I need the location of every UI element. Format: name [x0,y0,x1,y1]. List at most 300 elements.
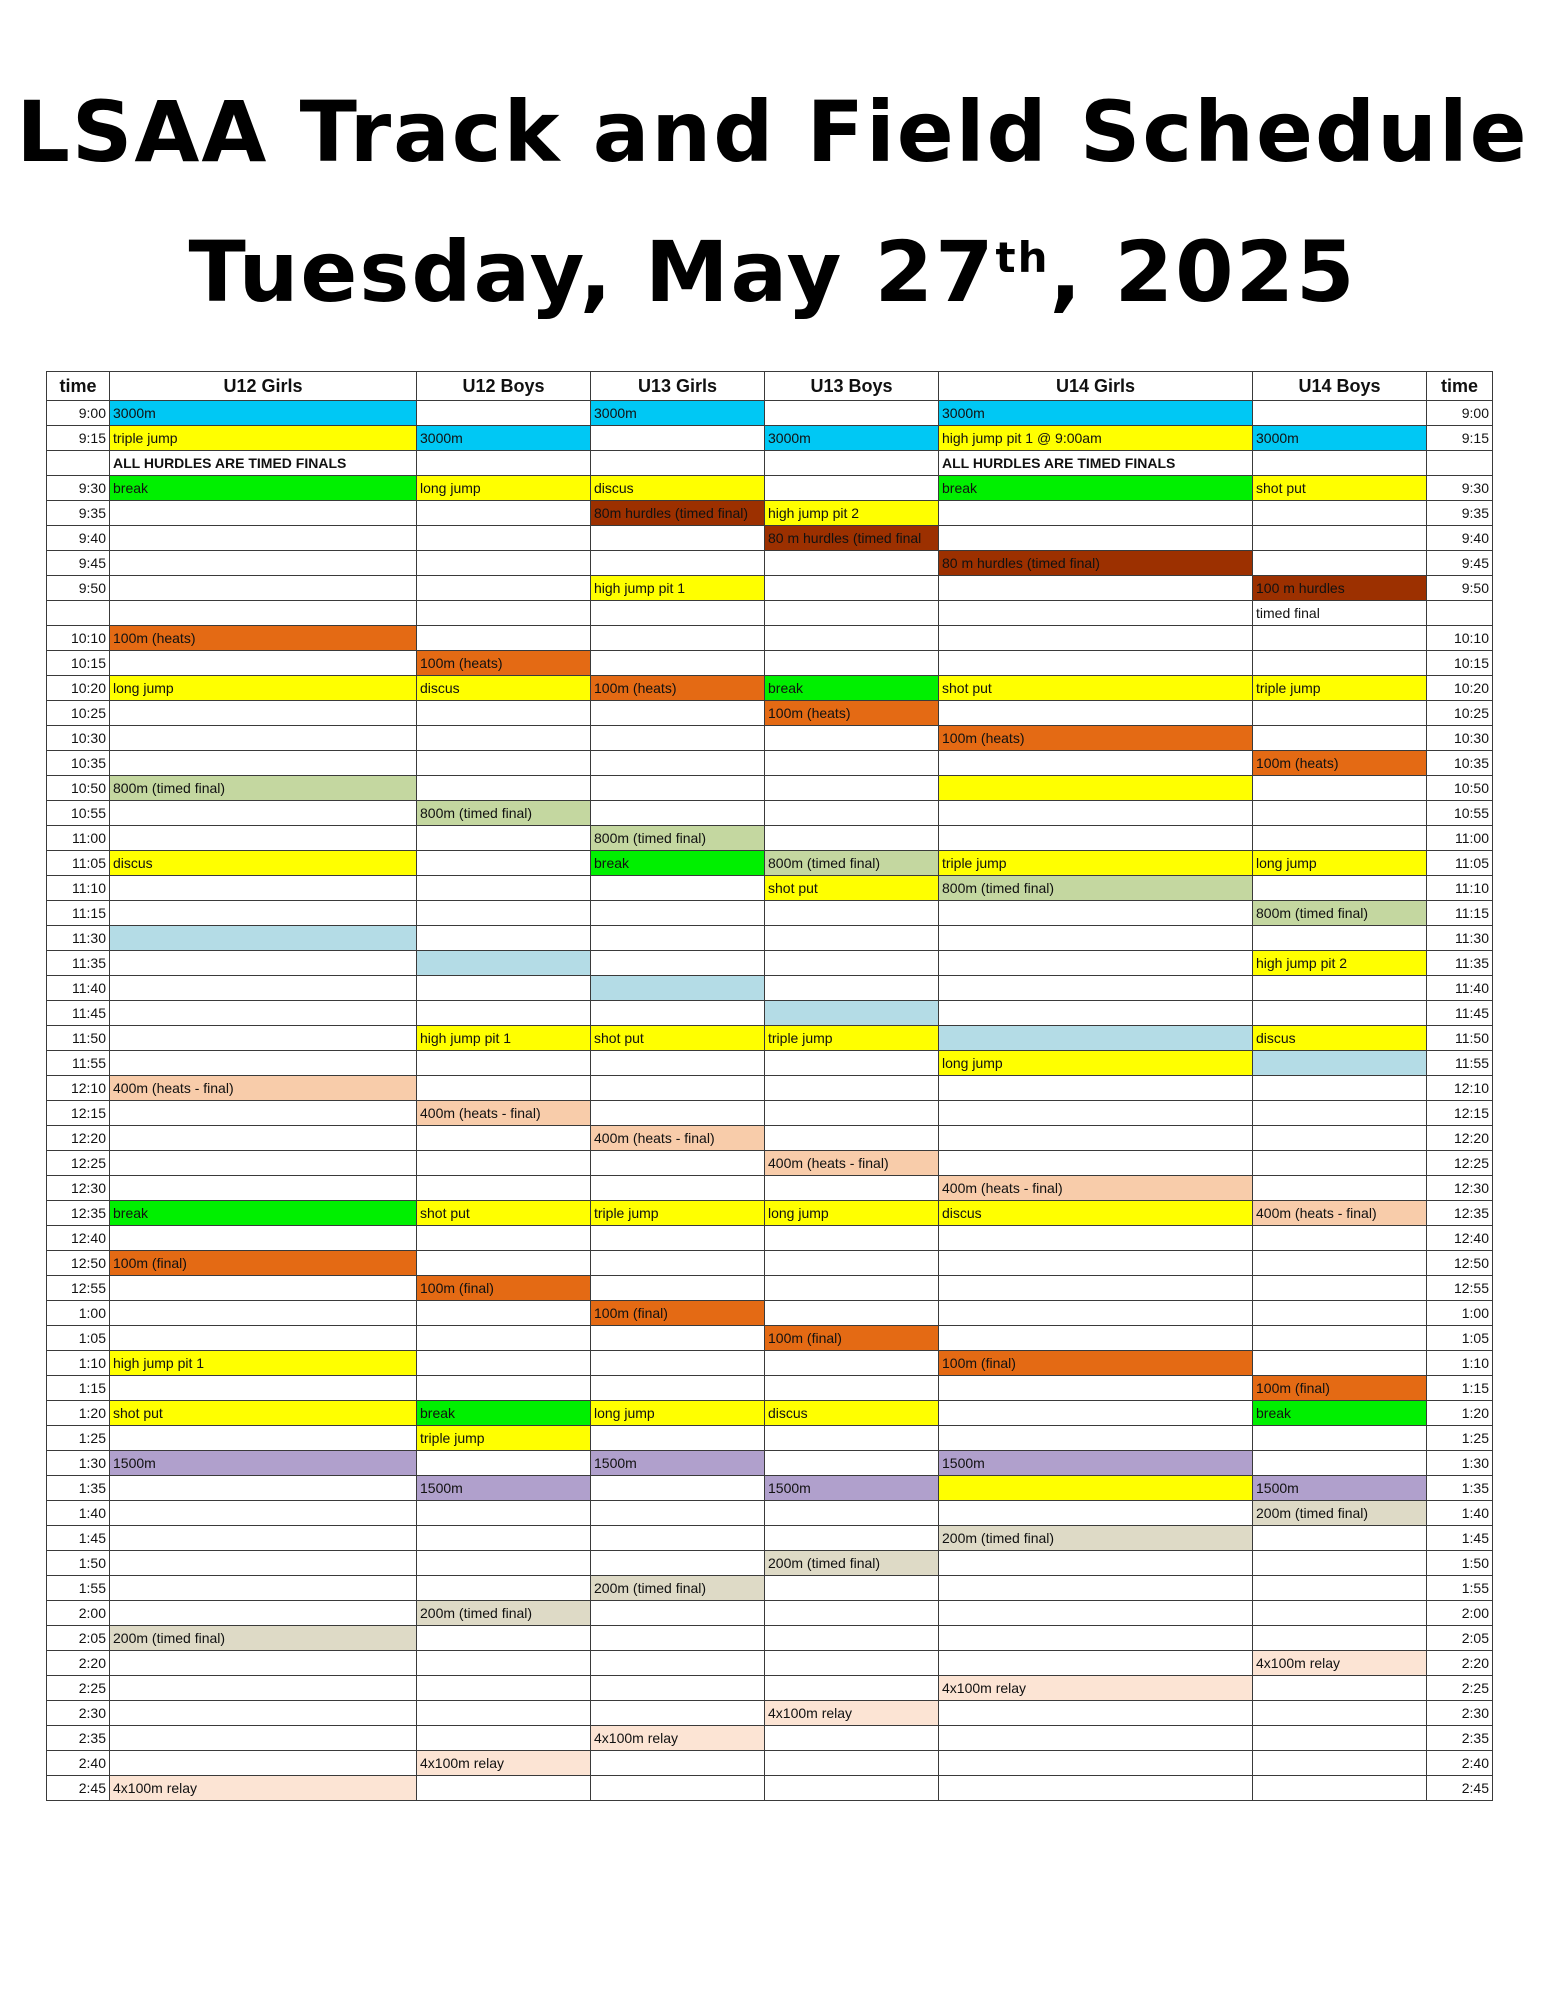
time-cell: 9:50 [47,576,110,601]
event-cell-u14-boys [1253,1251,1427,1276]
event-cell-u13-girls [591,1626,765,1651]
time-cell: 10:25 [47,701,110,726]
event-cell-u14-boys: triple jump [1253,676,1427,701]
time-cell: 2:40 [1427,1751,1493,1776]
event-cell-u14-girls: 3000m [939,401,1253,426]
event-cell-u13-girls [591,901,765,926]
event-cell-u14-boys [1253,626,1427,651]
event-cell-u14-boys: break [1253,1401,1427,1426]
event-cell-u13-boys: 100m (final) [765,1326,939,1351]
time-cell: 2:05 [1427,1626,1493,1651]
time-cell: 9:35 [1427,501,1493,526]
event-cell-u14-boys [1253,1601,1427,1626]
time-cell: 12:10 [47,1076,110,1101]
event-cell-u12-boys [417,1651,591,1676]
event-cell-u13-boys [765,576,939,601]
time-cell: 2:00 [1427,1601,1493,1626]
event-cell-u14-girls [939,526,1253,551]
event-cell-u13-girls [591,1776,765,1801]
time-cell: 1:25 [47,1426,110,1451]
event-cell-u13-boys: 80 m hurdles (timed final [765,526,939,551]
event-cell-u12-girls [110,1101,417,1126]
event-cell-u13-boys [765,1051,939,1076]
event-cell-u13-boys: break [765,676,939,701]
time-cell: 10:25 [1427,701,1493,726]
event-cell-u13-boys: 3000m [765,426,939,451]
time-cell: 12:30 [1427,1176,1493,1201]
schedule-row [47,651,1493,676]
time-cell: 9:45 [1427,551,1493,576]
schedule-row [47,751,1493,776]
time-cell: 12:25 [47,1151,110,1176]
time-cell: 2:00 [47,1601,110,1626]
event-cell-u12-boys: 100m (final) [417,1276,591,1301]
schedule-row [47,426,1493,451]
event-cell-u14-boys: 100m (heats) [1253,751,1427,776]
event-cell-u14-boys [1253,1126,1427,1151]
event-cell-u14-boys [1253,1576,1427,1601]
event-cell-u13-girls: 400m (heats - final) [591,1126,765,1151]
time-cell: 11:15 [47,901,110,926]
event-cell-u12-boys [417,1776,591,1801]
event-cell-u13-girls [591,1526,765,1551]
event-cell-u12-boys: discus [417,676,591,701]
schedule-row [47,401,1493,426]
schedule-row [47,926,1493,951]
event-cell-u14-girls: 100m (final) [939,1351,1253,1376]
event-cell-u14-girls [939,601,1253,626]
time-cell: 11:30 [1427,926,1493,951]
time-cell [47,451,110,476]
time-cell: 9:15 [1427,426,1493,451]
event-cell-u13-girls [591,1376,765,1401]
schedule-row [47,1426,1493,1451]
event-cell-u12-girls [110,1501,417,1526]
time-cell: 2:25 [47,1676,110,1701]
schedule-row [47,576,1493,601]
event-cell-u12-girls [110,701,417,726]
event-cell-u13-boys: shot put [765,876,939,901]
time-cell [1427,601,1493,626]
event-cell-u14-boys: timed final [1253,601,1427,626]
event-cell-u12-boys [417,1126,591,1151]
header-u14-boys: U14 Boys [1253,372,1427,401]
event-cell-u14-girls [939,826,1253,851]
event-cell-u13-girls: 800m (timed final) [591,826,765,851]
event-cell-u13-boys [765,751,939,776]
event-cell-u12-girls [110,976,417,1001]
schedule-row [47,1376,1493,1401]
time-cell: 9:00 [47,401,110,426]
schedule-row [47,1226,1493,1251]
time-cell: 9:30 [1427,476,1493,501]
time-cell: 10:35 [1427,751,1493,776]
event-cell-u14-girls [939,1651,1253,1676]
event-cell-u14-boys [1253,1176,1427,1201]
event-cell-u14-boys [1253,726,1427,751]
schedule-row [47,601,1493,626]
event-cell-u12-girls: 1500m [110,1451,417,1476]
schedule-row [47,1651,1493,1676]
event-cell-u13-boys [765,901,939,926]
schedule-row [47,1101,1493,1126]
event-cell-u12-girls [110,751,417,776]
schedule-row [47,501,1493,526]
event-cell-u13-boys [765,1351,939,1376]
schedule-row [47,1051,1493,1076]
event-cell-u14-boys: 1500m [1253,1476,1427,1501]
time-cell: 1:35 [47,1476,110,1501]
event-cell-u12-girls: long jump [110,676,417,701]
event-cell-u12-boys [417,1551,591,1576]
time-cell: 11:55 [47,1051,110,1076]
schedule-row [47,476,1493,501]
event-cell-u13-boys: 200m (timed final) [765,1551,939,1576]
event-cell-u14-girls: 200m (timed final) [939,1526,1253,1551]
event-cell-u14-girls [939,1276,1253,1301]
time-cell: 1:20 [1427,1401,1493,1426]
event-cell-u14-boys [1253,826,1427,851]
time-cell: 1:10 [1427,1351,1493,1376]
time-cell: 11:05 [1427,851,1493,876]
time-cell: 11:50 [47,1026,110,1051]
event-cell-u14-girls [939,651,1253,676]
event-cell-u14-girls [939,626,1253,651]
event-cell-u13-boys: long jump [765,1201,939,1226]
event-cell-u13-boys [765,976,939,1001]
time-cell: 2:05 [47,1626,110,1651]
event-cell-u14-girls [939,1751,1253,1776]
time-cell: 10:55 [1427,801,1493,826]
event-cell-u14-boys [1253,651,1427,676]
event-cell-u14-girls [939,1551,1253,1576]
event-cell-u12-girls [110,1751,417,1776]
event-cell-u13-girls [591,926,765,951]
event-cell-u14-boys [1253,1751,1427,1776]
event-cell-u14-girls [939,1026,1253,1051]
event-cell-u13-boys: 800m (timed final) [765,851,939,876]
event-cell-u12-girls [110,1051,417,1076]
schedule-row [47,801,1493,826]
event-cell-u12-girls: triple jump [110,426,417,451]
schedule-row [47,451,1493,476]
time-cell: 11:45 [47,1001,110,1026]
schedule-row [47,701,1493,726]
event-cell-u14-girls [939,1001,1253,1026]
event-cell-u13-girls [591,776,765,801]
header-u12-boys: U12 Boys [417,372,591,401]
schedule-row [47,1726,1493,1751]
event-cell-u12-boys [417,1676,591,1701]
event-cell-u13-girls [591,1151,765,1176]
note-spacer [765,451,939,476]
time-cell: 2:25 [1427,1676,1493,1701]
event-cell-u14-boys [1253,701,1427,726]
time-cell: 10:30 [47,726,110,751]
time-cell: 10:55 [47,801,110,826]
event-cell-u13-girls [591,1251,765,1276]
title-date-suffix: , 2025 [1049,223,1357,321]
schedule-row [47,1251,1493,1276]
event-cell-u13-boys [765,1501,939,1526]
event-cell-u13-girls [591,1051,765,1076]
time-cell: 2:40 [47,1751,110,1776]
event-cell-u12-boys [417,526,591,551]
time-cell: 10:15 [1427,651,1493,676]
event-cell-u13-girls [591,1276,765,1301]
event-cell-u13-girls: 3000m [591,401,765,426]
event-cell-u14-boys [1253,876,1427,901]
event-cell-u14-boys [1253,1551,1427,1576]
event-cell-u14-boys: 800m (timed final) [1253,901,1427,926]
event-cell-u12-boys [417,1226,591,1251]
event-cell-u12-girls: 800m (timed final) [110,776,417,801]
event-cell-u12-girls [110,1651,417,1676]
event-cell-u14-girls: long jump [939,1051,1253,1076]
event-cell-u12-boys [417,1576,591,1601]
event-cell-u12-boys [417,1001,591,1026]
event-cell-u13-boys [765,1726,939,1751]
event-cell-u14-girls [939,951,1253,976]
event-cell-u14-boys [1253,1776,1427,1801]
event-cell-u12-girls [110,1176,417,1201]
event-cell-u14-boys [1253,1451,1427,1476]
event-cell-u12-girls [110,1376,417,1401]
event-cell-u12-boys: 4x100m relay [417,1751,591,1776]
event-cell-u14-boys [1253,1001,1427,1026]
event-cell-u13-girls [591,1651,765,1676]
schedule-row [47,1201,1493,1226]
event-cell-u12-boys [417,1076,591,1101]
time-cell: 9:15 [47,426,110,451]
event-cell-u12-girls [110,876,417,901]
event-cell-u13-girls [591,1551,765,1576]
event-cell-u12-boys: 1500m [417,1476,591,1501]
event-cell-u13-girls [591,1426,765,1451]
event-cell-u13-boys [765,801,939,826]
event-cell-u13-boys [765,1126,939,1151]
event-cell-u13-boys [765,951,939,976]
event-cell-u14-girls [939,751,1253,776]
time-cell: 1:35 [1427,1476,1493,1501]
time-cell: 1:05 [47,1326,110,1351]
time-cell: 12:50 [1427,1251,1493,1276]
event-cell-u14-boys: shot put [1253,476,1427,501]
event-cell-u13-girls [591,1601,765,1626]
event-cell-u14-girls [939,1301,1253,1326]
event-cell-u13-boys [765,1776,939,1801]
event-cell-u14-girls [939,1326,1253,1351]
event-cell-u12-girls [110,1326,417,1351]
schedule-row [47,776,1493,801]
time-cell: 2:30 [1427,1701,1493,1726]
time-cell: 10:20 [47,676,110,701]
header-time-right: time [1427,372,1493,401]
event-cell-u12-boys [417,1301,591,1326]
time-cell: 10:30 [1427,726,1493,751]
event-cell-u12-boys [417,1626,591,1651]
event-cell-u12-boys [417,1326,591,1351]
schedule-row [47,1301,1493,1326]
title-date-prefix: Tuesday, May 27 [188,223,996,321]
schedule-row [47,526,1493,551]
schedule-row [47,851,1493,876]
time-cell: 9:35 [47,501,110,526]
schedule-table [46,371,1493,1801]
time-cell: 12:15 [47,1101,110,1126]
event-cell-u13-girls: high jump pit 1 [591,576,765,601]
event-cell-u12-girls: 4x100m relay [110,1776,417,1801]
time-cell: 12:20 [47,1126,110,1151]
event-cell-u14-boys: high jump pit 2 [1253,951,1427,976]
time-cell: 9:50 [1427,576,1493,601]
event-cell-u12-girls [110,726,417,751]
event-cell-u14-boys [1253,926,1427,951]
time-cell: 11:50 [1427,1026,1493,1051]
time-cell: 11:30 [47,926,110,951]
event-cell-u13-girls [591,976,765,1001]
event-cell-u13-girls [591,701,765,726]
event-cell-u14-boys [1253,976,1427,1001]
event-cell-u14-girls [939,1376,1253,1401]
schedule-row [47,1626,1493,1651]
event-cell-u14-girls [939,976,1253,1001]
event-cell-u13-girls [591,1501,765,1526]
event-cell-u12-boys [417,751,591,776]
time-cell: 9:40 [47,526,110,551]
time-cell: 10:15 [47,651,110,676]
event-cell-u13-boys [765,476,939,501]
event-cell-u12-boys [417,626,591,651]
event-cell-u12-girls: shot put [110,1401,417,1426]
time-cell: 11:35 [1427,951,1493,976]
event-cell-u14-girls: break [939,476,1253,501]
schedule-row [47,676,1493,701]
event-cell-u13-girls [591,801,765,826]
event-cell-u12-girls [110,1126,417,1151]
event-cell-u14-boys [1253,1151,1427,1176]
event-cell-u13-boys: 1500m [765,1476,939,1501]
event-cell-u13-boys [765,601,939,626]
header-u13-girls: U13 Girls [591,372,765,401]
time-cell: 11:55 [1427,1051,1493,1076]
event-cell-u13-girls: 80m hurdles (timed final) [591,501,765,526]
event-cell-u14-girls [939,1626,1253,1651]
event-cell-u14-boys [1253,801,1427,826]
event-cell-u14-girls [939,1476,1253,1501]
event-cell-u12-boys [417,576,591,601]
schedule-row [47,951,1493,976]
event-cell-u12-boys: high jump pit 1 [417,1026,591,1051]
hurdles-note: ALL HURDLES ARE TIMED FINALS [939,451,1253,476]
header-u13-boys: U13 Boys [765,372,939,401]
time-cell: 9:00 [1427,401,1493,426]
event-cell-u13-girls: discus [591,476,765,501]
event-cell-u12-girls [110,1576,417,1601]
title-date-ordinal: th [995,233,1050,282]
schedule-row [47,1501,1493,1526]
event-cell-u12-girls: 400m (heats - final) [110,1076,417,1101]
event-cell-u13-boys [765,1626,939,1651]
event-cell-u14-girls [939,801,1253,826]
event-cell-u12-boys: triple jump [417,1426,591,1451]
event-cell-u13-boys [765,1001,939,1026]
schedule-row [47,1276,1493,1301]
schedule-row [47,1351,1493,1376]
time-cell: 11:05 [47,851,110,876]
event-cell-u12-girls [110,1026,417,1051]
event-cell-u13-girls [591,626,765,651]
event-cell-u12-girls [110,901,417,926]
event-cell-u14-boys [1253,401,1427,426]
note-spacer [1253,451,1427,476]
time-cell: 1:15 [47,1376,110,1401]
event-cell-u14-girls [939,1126,1253,1151]
event-cell-u14-girls: 1500m [939,1451,1253,1476]
event-cell-u14-girls [939,1776,1253,1801]
event-cell-u12-boys [417,701,591,726]
time-cell: 12:20 [1427,1126,1493,1151]
event-cell-u13-girls: 100m (heats) [591,676,765,701]
event-cell-u14-boys [1253,1301,1427,1326]
document-title [0,62,1545,342]
header-row [47,372,1493,401]
note-spacer [417,451,591,476]
event-cell-u14-boys [1253,501,1427,526]
event-cell-u13-boys: triple jump [765,1026,939,1051]
event-cell-u14-girls [939,701,1253,726]
event-cell-u12-girls: 100m (final) [110,1251,417,1276]
schedule-row [47,1326,1493,1351]
time-cell: 2:30 [47,1701,110,1726]
event-cell-u14-girls: discus [939,1201,1253,1226]
event-cell-u12-girls [110,526,417,551]
event-cell-u12-girls: high jump pit 1 [110,1351,417,1376]
event-cell-u13-boys: discus [765,1401,939,1426]
event-cell-u12-girls: break [110,1201,417,1226]
note-spacer [591,451,765,476]
event-cell-u14-girls [939,1501,1253,1526]
time-cell: 1:05 [1427,1326,1493,1351]
event-cell-u14-girls [939,1426,1253,1451]
time-cell: 1:50 [47,1551,110,1576]
event-cell-u14-girls [939,1101,1253,1126]
schedule-row [47,1701,1493,1726]
time-cell: 9:45 [47,551,110,576]
event-cell-u13-boys [765,1526,939,1551]
event-cell-u13-girls [591,1001,765,1026]
time-cell: 1:50 [1427,1551,1493,1576]
event-cell-u12-boys [417,851,591,876]
event-cell-u12-girls [110,1726,417,1751]
event-cell-u14-boys: 4x100m relay [1253,1651,1427,1676]
time-cell: 1:55 [47,1576,110,1601]
event-cell-u12-girls [110,1476,417,1501]
schedule-row [47,976,1493,1001]
event-cell-u12-girls [110,826,417,851]
event-cell-u13-girls: 100m (final) [591,1301,765,1326]
schedule-row [47,1076,1493,1101]
time-cell: 12:10 [1427,1076,1493,1101]
event-cell-u14-girls: shot put [939,676,1253,701]
event-cell-u13-boys: 4x100m relay [765,1701,939,1726]
event-cell-u12-boys [417,601,591,626]
event-cell-u12-boys: 400m (heats - final) [417,1101,591,1126]
time-cell [47,601,110,626]
event-cell-u13-boys [765,1251,939,1276]
event-cell-u13-boys [765,1076,939,1101]
time-cell: 1:30 [1427,1451,1493,1476]
